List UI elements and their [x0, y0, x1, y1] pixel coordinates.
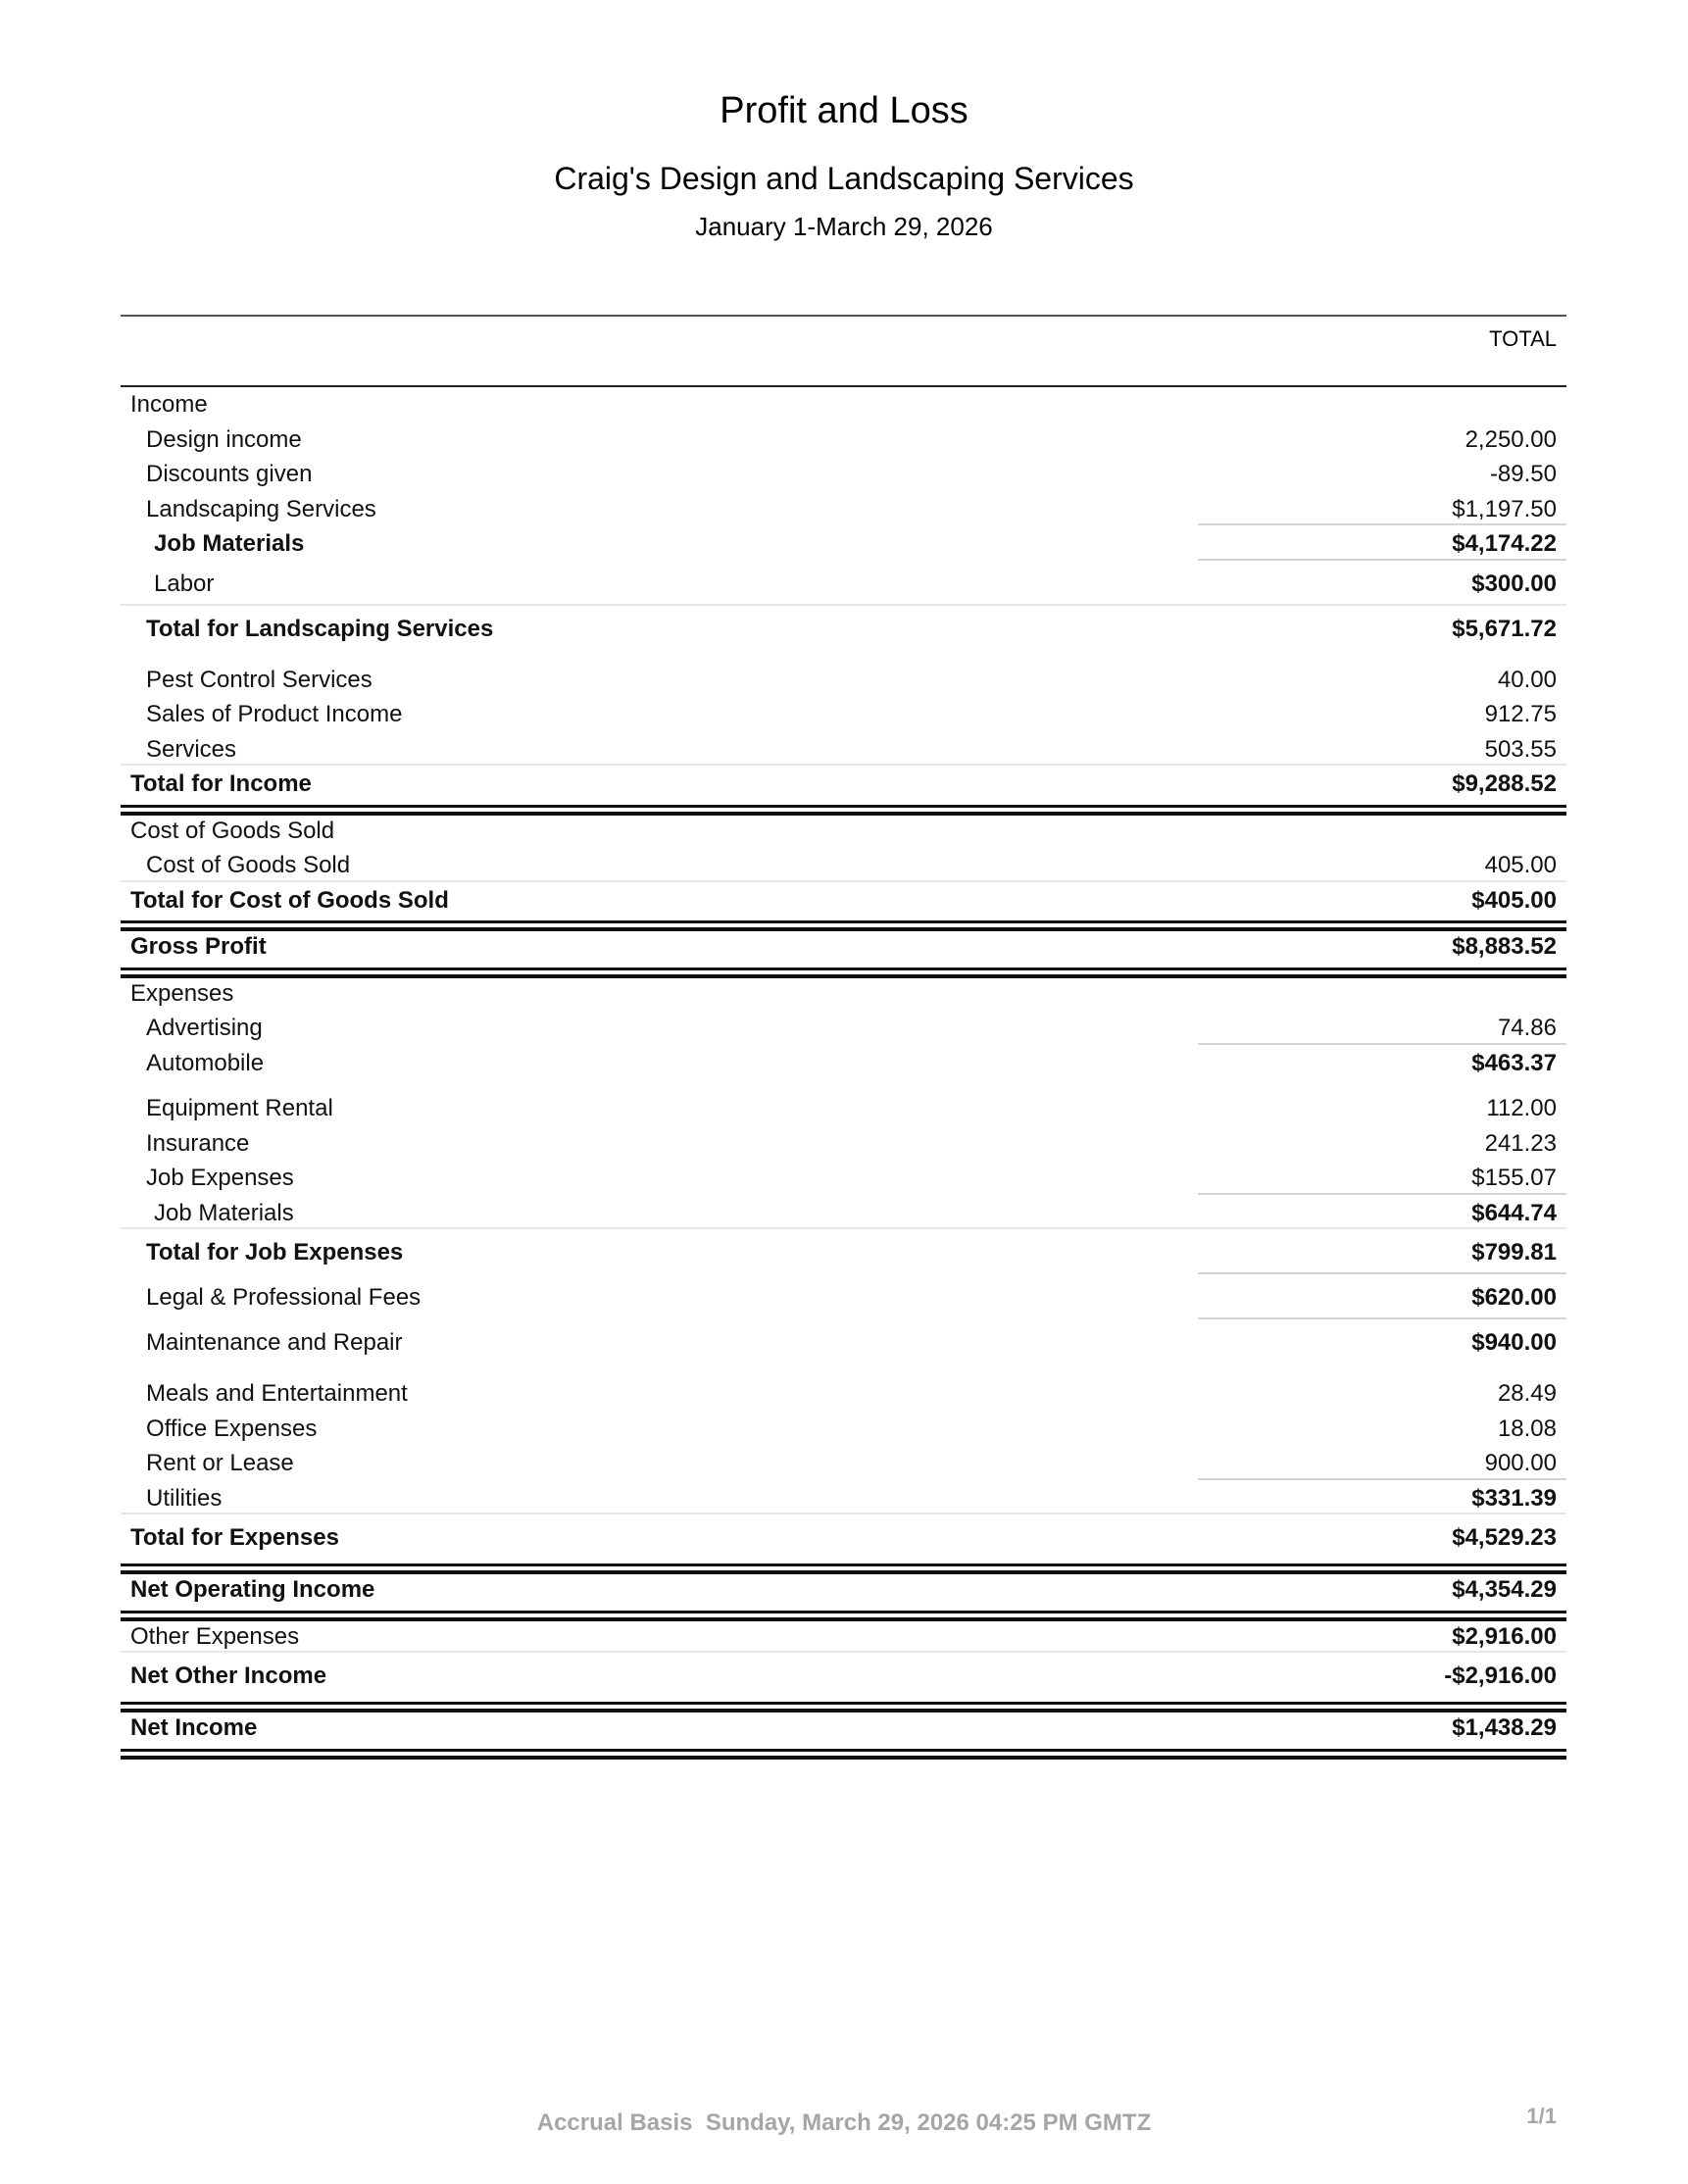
table-row: [121, 1046, 1566, 1081]
total-row: [121, 883, 1566, 918]
total-row: [121, 1572, 1566, 1608]
row-label: Automobile: [146, 1049, 265, 1076]
row-value: 503.55: [1484, 735, 1557, 763]
table-row: [121, 1126, 1566, 1162]
row-label: Meals and Entertainment: [146, 1380, 408, 1407]
table-row: [121, 1376, 1566, 1412]
section-row: [121, 1619, 1566, 1655]
row-label: Pest Control Services: [146, 666, 372, 693]
table-row: [121, 1091, 1566, 1126]
row-value: 912.75: [1484, 701, 1557, 727]
table-row: [121, 697, 1566, 732]
total-row: [121, 1711, 1566, 1746]
row-value: $405.00: [1471, 886, 1557, 914]
table-row: [121, 1412, 1566, 1447]
row-value: 900.00: [1484, 1450, 1557, 1476]
row-value: -$2,916.00: [1444, 1663, 1557, 1689]
row-label: Total for Job Expenses: [146, 1239, 404, 1266]
row-label: Expenses: [130, 979, 234, 1007]
table-row: [121, 1275, 1566, 1320]
row-label: Gross Profit: [130, 933, 267, 960]
report-title: Profit and Loss: [720, 90, 968, 131]
row-label: Job Materials: [154, 530, 305, 557]
row-value: $644.74: [1471, 1199, 1557, 1226]
row-value: $463.37: [1471, 1049, 1557, 1076]
section-row: [121, 976, 1566, 1012]
total-row: [121, 929, 1566, 965]
table-row: [121, 1320, 1566, 1365]
row-label: Landscaping Services: [146, 495, 376, 522]
total-row: [121, 767, 1566, 802]
row-value: $4,354.29: [1452, 1576, 1557, 1603]
row-label: Rent or Lease: [146, 1450, 294, 1476]
row-label: Job Materials: [154, 1199, 294, 1226]
page-number: 1/1: [1526, 2104, 1557, 2128]
row-label: Job Expenses: [146, 1165, 294, 1191]
table-row: [121, 663, 1566, 698]
column-header-total: TOTAL: [1489, 326, 1557, 351]
table-row: [121, 732, 1566, 768]
row-label: Utilities: [146, 1484, 223, 1512]
row-label: Total for Income: [130, 770, 312, 797]
pnl-table: [121, 315, 1566, 1758]
total-row: [121, 607, 1566, 652]
table-row: [121, 848, 1566, 883]
total-row: [121, 1515, 1566, 1561]
row-label: Design income: [146, 425, 302, 453]
row-value: $155.07: [1471, 1165, 1557, 1191]
table-row: [121, 1446, 1566, 1481]
row-value: $331.39: [1471, 1484, 1557, 1512]
table-row: [121, 1481, 1566, 1516]
row-value: -89.50: [1489, 461, 1557, 487]
row-value: 2,250.00: [1465, 425, 1557, 453]
footer-basis-timestamp: Accrual Basis Sunday, March 29, 2026 04:25 PM GMTZ: [536, 2110, 1152, 2136]
row-label: Total for Cost of Goods Sold: [130, 886, 449, 914]
row-label: Cost of Goods Sold: [130, 817, 335, 844]
row-value: $940.00: [1471, 1329, 1557, 1356]
company-name: Craig's Design and Landscaping Services: [554, 161, 1134, 196]
table-row: [121, 422, 1566, 458]
row-value: $2,916.00: [1452, 1622, 1557, 1650]
row-value: 28.49: [1497, 1380, 1557, 1407]
row-label: Discounts given: [146, 461, 313, 487]
table-row: [121, 1196, 1566, 1231]
row-label: Insurance: [146, 1129, 250, 1157]
row-value: $8,883.52: [1452, 933, 1557, 960]
table-row: [121, 492, 1566, 527]
total-row: [121, 1654, 1566, 1699]
row-value: $5,671.72: [1452, 615, 1557, 642]
row-label: Cost of Goods Sold: [146, 852, 351, 878]
row-label: Other Expenses: [130, 1622, 300, 1650]
row-label: Income: [130, 391, 208, 418]
table-row: [121, 457, 1566, 492]
report-period: January 1-March 29, 2026: [695, 212, 993, 241]
row-label: Net Other Income: [130, 1663, 327, 1689]
table-row: [121, 1161, 1566, 1196]
row-label: Total for Landscaping Services: [146, 615, 494, 642]
row-value: $620.00: [1471, 1284, 1557, 1311]
row-value: $1,197.50: [1452, 495, 1557, 522]
row-label: Office Expenses: [146, 1415, 318, 1442]
row-value: $300.00: [1471, 570, 1557, 597]
table-body: [121, 387, 1566, 1746]
row-label: Net Income: [130, 1714, 258, 1741]
total-row: [121, 526, 1566, 562]
row-label: Maintenance and Repair: [146, 1329, 403, 1356]
row-value: 18.08: [1497, 1415, 1557, 1442]
row-value: 40.00: [1497, 666, 1557, 693]
section-row: [121, 387, 1566, 422]
row-value: 74.86: [1497, 1015, 1557, 1041]
row-label: Sales of Product Income: [146, 701, 403, 727]
table-row: [121, 562, 1566, 607]
row-value: $1,438.29: [1452, 1714, 1557, 1741]
table-row: [121, 1011, 1566, 1046]
row-label: Legal & Professional Fees: [146, 1284, 422, 1311]
table-header: [121, 315, 1566, 387]
row-value: 241.23: [1484, 1129, 1557, 1157]
total-row: [121, 1230, 1566, 1275]
row-value: 112.00: [1486, 1095, 1557, 1121]
row-label: Total for Expenses: [130, 1524, 339, 1551]
row-value: $799.81: [1471, 1239, 1557, 1266]
row-label: Equipment Rental: [146, 1095, 333, 1121]
row-label: Services: [146, 735, 237, 763]
row-value: 405.00: [1484, 852, 1557, 878]
row-value: $9,288.52: [1452, 770, 1557, 797]
row-label: Advertising: [146, 1015, 263, 1041]
section-row: [121, 814, 1566, 849]
row-value: $4,174.22: [1452, 530, 1557, 557]
row-label: Net Operating Income: [130, 1576, 375, 1603]
row-value: $4,529.23: [1452, 1524, 1557, 1551]
row-label: Labor: [154, 570, 215, 597]
